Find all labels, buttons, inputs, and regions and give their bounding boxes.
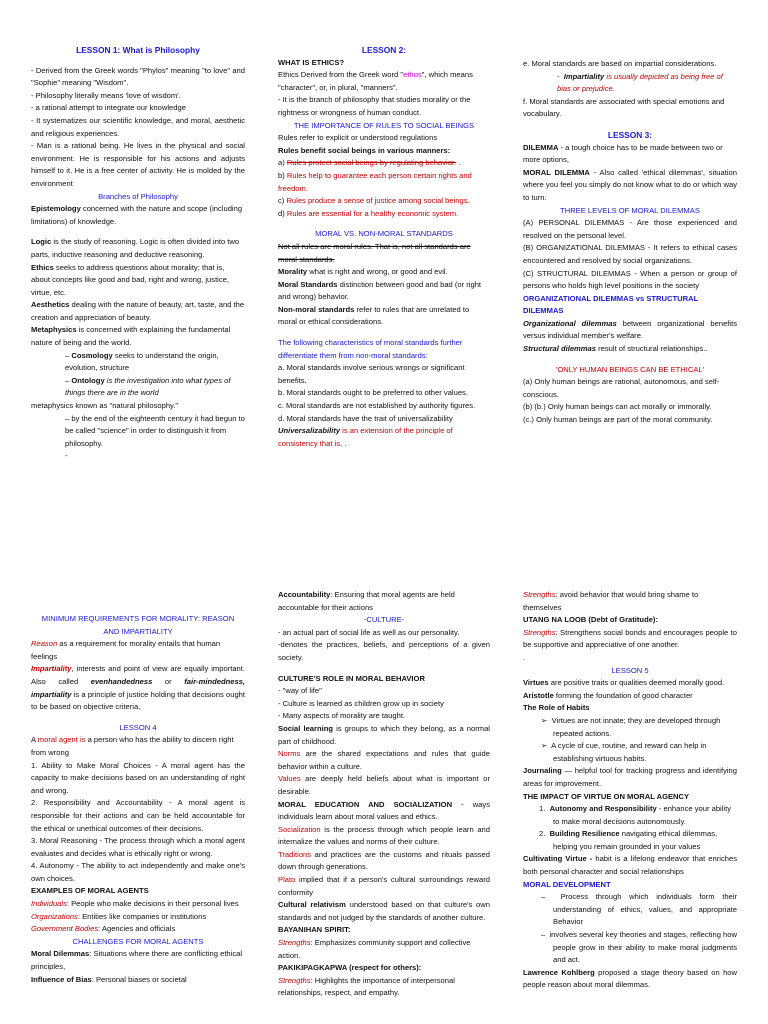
org-dilemma-def: Organizational dilemmas between organizational benefits versus individual member's welfare. xyxy=(523,318,737,341)
lesson1-title: LESSON 1: What is Philosophy xyxy=(76,45,200,55)
level-b: (B) ORGANIZATIONAL DILEMMAS - It refers to ethical cases encountered and resolved by social organizations. xyxy=(523,243,737,265)
plato-def: Plato implied that if a person's cultural surroundings reward conformity xyxy=(278,875,490,897)
moral-education-def: MORAL EDUCATION AND SOCIALIZATION - ways individuals learn about moral values and ethics. xyxy=(278,799,490,822)
column-1-bottom xyxy=(31,613,245,986)
hiya-strengths: Strengths: avoid behavior that would bring shame to themselves xyxy=(523,590,699,612)
what-is-ethics: WHAT IS ETHICS? xyxy=(278,57,345,67)
phil-para: - a rational attempt to integrate our knowledge xyxy=(31,103,186,113)
cultural-relativism-def: Cultural relativism understood based on that culture's own standards and not judged by the standards of another culture. xyxy=(278,900,490,922)
accountability-def: Accountability: Ensuring that moral agents are held accountable for their actions xyxy=(278,590,455,612)
development-item-1: – Process through which individuals form their understanding of ethics, values, and appropriate Behavior xyxy=(541,892,737,927)
universalizability-def: Universalizability is an extension of the principle of consistency that is, . xyxy=(278,426,453,448)
kohlberg-def: Lawrence Kohlberg proposed a stage theory based on how people reason about moral dilemmas. xyxy=(523,967,737,990)
role-2: - Culture is learned as children grow up in society xyxy=(278,698,444,708)
char-a: a. Moral standards involve serious wrongs or significant benefits. xyxy=(278,363,465,385)
char-f: f. Moral standards are associated with special emotions and vocabulary. xyxy=(523,96,725,119)
aesthetics-para: Aesthetics dealing with the nature of beauty, art, taste, and the creation and appreciation of beauty. xyxy=(31,300,245,322)
rule-d: d) Rules are essential for a healthy economic system. xyxy=(278,208,459,218)
column-2-bottom xyxy=(278,589,490,1000)
habit-item-2: ➢ A cycle of cue, routine, and reward can help in establishing virtuous habits. xyxy=(541,741,707,763)
dilemma-def: DILEMMA - a tough choice has to be made between two or more options, xyxy=(523,142,723,165)
column-3-bottom xyxy=(523,589,737,992)
challenges-heading: CHALLENGES FOR MORAL AGENTS xyxy=(72,936,204,946)
branches-heading: Branches of Philosophy xyxy=(98,191,178,201)
science-note: – by the end of the eighteenth century it had begun to be called "science" in order to distinguish it from philosophy. xyxy=(65,413,245,448)
culture-1: - an actual part of social life as well as our personality. xyxy=(278,627,460,637)
moral-dilemma-def: MORAL DILEMMA - Also called 'ethical dilemmas', situation where you feel you simply do not know what to do or which way to turn. xyxy=(523,167,737,202)
culture-heading: -CULTURE- xyxy=(363,615,405,625)
utang-heading: UTANG NA LOOB (Debt of Gratitude): xyxy=(523,615,658,625)
impact-item-1: 1. Autonomy and Responsibility - enhance your ability to make moral decisions autonomously. xyxy=(539,804,732,826)
min-requirements-heading: MINIMUM REQUIREMENTS FOR MORALITY: REASON AND IMPARTIALITY xyxy=(41,614,235,636)
norms-def: Norms are the shared expectations and rules that guide behavior within a culture. xyxy=(278,749,490,771)
aristotle-def: Aristotle forming the foundation of good character xyxy=(523,690,693,700)
rules-heading: THE IMPORTANCE OF RULES TO SOCIAL BEINGS xyxy=(293,120,475,130)
organizations-item: Organizations: Entities like companies or institutions xyxy=(31,911,207,921)
phil-para: - It systematizes our scientific knowledge, and moral, aesthetic and religious experiences. xyxy=(31,115,245,138)
rule-c: c) Rules produce a sense of justice among social beings. xyxy=(278,196,470,206)
phil-para: - Philosophy literally means 'love of wisdom'. xyxy=(31,90,181,100)
phil-para: - Derived from the Greek words "Phylos" meaning "to love" and "Sophie" meaning "Wisdom". xyxy=(31,65,245,88)
char-c: c. Moral standards are not established by authority figures. xyxy=(278,401,476,411)
moral-development-heading: MORAL DEVELOPMENT xyxy=(523,879,611,889)
government-item: Government Bodies: Agencies and officials xyxy=(31,924,176,934)
journaling-def: Journaling — helpful tool for tracking progress and identifying areas for improvement. xyxy=(523,766,737,788)
habits-heading: The Role of Habits xyxy=(523,703,590,713)
culture-role-heading: CULTURE'S ROLE IN MORAL BEHAVIOR xyxy=(278,673,425,683)
bayanihan-heading: BAYANIHAN SPIRIT: xyxy=(278,925,351,935)
rule-a: a) Rules protect social beings by regulating behavior. . xyxy=(278,158,461,168)
metaphysics-para: Metaphysics is concerned with explaining the fundamental nature of being and the world. xyxy=(31,325,231,348)
level-a: (A) PERSONAL DILEMMAS - Are those experienced and resolved on the personal level. xyxy=(523,218,737,240)
socialization-def: Socialization is the process through which people learn and internalize the values and norms of their culture. xyxy=(278,824,490,847)
only-c: (c.) Only human beings are part of the moral community. xyxy=(523,415,713,425)
morality-def: Morality what is right and wrong, or good and evil. xyxy=(278,267,448,277)
char-d: d. Moral standards have the trait of universalizability xyxy=(278,413,453,423)
impact-item-2: 2. Building Resilience navigating ethical dilemmas, helping you remain grounded in your values xyxy=(539,829,718,851)
pakikipagkapwa-heading: PAKIKIPAGKAPWA (respect for others): xyxy=(278,963,422,973)
org-vs-struct-heading: ORGANIZATIONAL DILEMMAS vs STRUCTURAL DILEMMAS xyxy=(523,293,699,316)
role-3: - Many aspects of morality are taught. xyxy=(278,711,406,721)
rule-b: b) Rules help to guarantee each person certain rights and freedom. xyxy=(278,170,472,193)
only-b: (b) (b.) Only human beings can act morally or immorally. xyxy=(523,402,712,412)
ontology-item: – Ontology is the investigation into what types of things there are in the world xyxy=(65,375,231,398)
individuals-item: Individuals: People who make decisions in their personal lives xyxy=(31,899,239,909)
cultivating-virtue-def: Cultivating Virtue - habit is a lifelong endeavor that enriches both personal character and social relationships xyxy=(523,854,737,877)
characteristics-heading: The following characteristics of moral standards further differentiate them from non-moral standards: xyxy=(278,338,463,360)
level-c: (C) STRUCTURAL DILEMMAS - When a person or group of persons who holds high level positions in the society xyxy=(523,268,737,291)
moral-standards-def: Moral Standards distinction between good and bad (or right and wrong) behavior. xyxy=(278,279,482,302)
agent-item-4: 4. Autonomy - The ability to act independently and make one's own choices. xyxy=(31,861,245,883)
values-def: Values are deeply held beliefs about what is important or desirable. xyxy=(278,774,490,796)
ethics-def: Ethics Derived from the Greek word "ethos", which means "character", or, in plural, "manners". xyxy=(278,70,473,92)
bias-item: Influence of Bias: Personal biases or societal xyxy=(31,974,187,984)
impact-heading: THE IMPACT OF VIRTUE ON MORAL AGENCY xyxy=(523,791,690,801)
lesson5-title: LESSON 5 xyxy=(611,665,649,675)
column-1-top xyxy=(31,44,245,463)
examples-heading: EXAMPLES OF MORAL AGENTS xyxy=(31,886,149,896)
ethics-branch: - It is the branch of philosophy that studies morality or the rightness or wrongness of human conduct. xyxy=(278,95,471,117)
habit-item-1: ➢ Virtues are not innate; they are developed through repeated actions. xyxy=(541,715,721,738)
moral-vs-nonmoral-heading: MORAL VS. NON-MORAL STANDARDS xyxy=(315,229,453,239)
lesson2-title: LESSON 2: xyxy=(361,45,407,55)
culture-2: -denotes the practices, beliefs, and perceptions of a given society. xyxy=(278,640,490,662)
empty-dash: - xyxy=(65,451,68,461)
agent-item-1: 1. Ability to Make Moral Choices - A moral agent has the capacity to make decisions based on an understanding of right and wrong. xyxy=(31,760,245,795)
not-all-rules: Not all rules are moral rules. That is, not all standards are moral standards. xyxy=(278,241,471,264)
moral-agent-def: A moral agent is a person who has the ability to discern right from wrong xyxy=(31,735,234,757)
nonmoral-standards-def: Non-moral standards refer to rules that are unrelated to moral or ethical considerations. xyxy=(278,304,470,327)
rules-def: Rules refer to explicit or understood regulations xyxy=(278,133,438,143)
only-humans-heading: 'ONLY HUMAN BEINGS CAN BE ETHICAL' xyxy=(555,364,705,374)
lesson3-title: LESSON 3: xyxy=(607,129,653,140)
logic-para: Logic is the study of reasoning. Logic is often divided into two parts, inductive reasoning and deductive reasoning. xyxy=(31,237,240,259)
cosmology-item: – Cosmology seeks to understand the origin, evolution, structure xyxy=(65,350,219,373)
development-item-2: – involves several key theories and stages, reflecting how people grow in their ability to make moral judgments and act. xyxy=(541,930,737,965)
impartiality-def: Impartiality, interests and point of view are equally important. Also called evenhandedness or fair-mindedness, impartiality is a principle of justice holding that decisions ought to be based on objective criteria, xyxy=(31,664,245,712)
pakikipagkapwa-strengths: Strengths: Highlights the importance of interpersonal relationships, respect, and empathy. xyxy=(278,975,455,998)
column-2-top xyxy=(278,44,490,450)
rules-benefit: Rules benefit social beings in various manners: xyxy=(278,145,451,155)
social-learning-def: Social learning is groups to which they belong, as a normal part of childhood. xyxy=(278,723,490,746)
epistemology-para: Epistemology concerned with the nature and scope (including limitations) of knowledge. xyxy=(31,204,243,226)
struct-dilemma-def: Structural dilemmas result of structural relationships.. xyxy=(523,344,708,354)
impartiality-item: - Impartiality is usually depicted as being free of bias or prejudice. xyxy=(557,71,723,94)
utang-strengths: Strengths: Strengthens social bonds and encourages people to be supportive and appreciative of one another. xyxy=(523,627,737,650)
three-levels-heading: THREE LEVELS OF MORAL DILEMMAS xyxy=(560,205,700,215)
dot: . xyxy=(523,652,526,662)
phil-para: - Man is a rational being. He lives in the physical and social environment. He is responsible for his actions and adjusts himself to it. He is a free center of activity. He is molded by the environment xyxy=(31,141,245,188)
ethics-para: Ethics seeks to address questions about morality; that is, about concepts like good and bad, right and wrong, justice, virtue, etc. xyxy=(31,262,229,297)
metaphysics-note: metaphysics known as "natural philosophy." xyxy=(31,401,179,411)
only-a: (a) Only human beings are rational, autonomous, and self-conscious. xyxy=(523,377,720,399)
char-e: e. Moral standards are based on impartial considerations. xyxy=(523,59,717,68)
lesson4-title: LESSON 4 xyxy=(119,722,157,732)
agent-item-2: 2. Responsibility and Accountability - A moral agent is responsible for their actions and can be held accountable for the ethical or unethical outcomes of their decisions. xyxy=(31,798,245,833)
virtues-def: Virtues are positive traits or qualities deemed morally good. xyxy=(523,678,725,688)
reason-def: Reason as a requirement for morality entails that human feelings xyxy=(31,639,221,661)
agent-item-3: 3. Moral Reasoning - The process through which a moral agent evaluates and decides what is ethically right or wrong. xyxy=(31,836,245,858)
column-3-top xyxy=(523,58,737,427)
char-b: b. Moral standards ought to be preferred to other values. xyxy=(278,388,468,398)
traditions-def: Traditions and practices are the customs and rituals passed down through generations. xyxy=(278,849,490,872)
role-1: - "way of life" xyxy=(278,686,322,696)
moral-dilemmas-item: Moral Dilemmas: Situations where there are conflicting ethical principles, xyxy=(31,949,243,972)
bayanihan-strengths: Strengths: Emphasizes community support and collective action. xyxy=(278,938,471,960)
